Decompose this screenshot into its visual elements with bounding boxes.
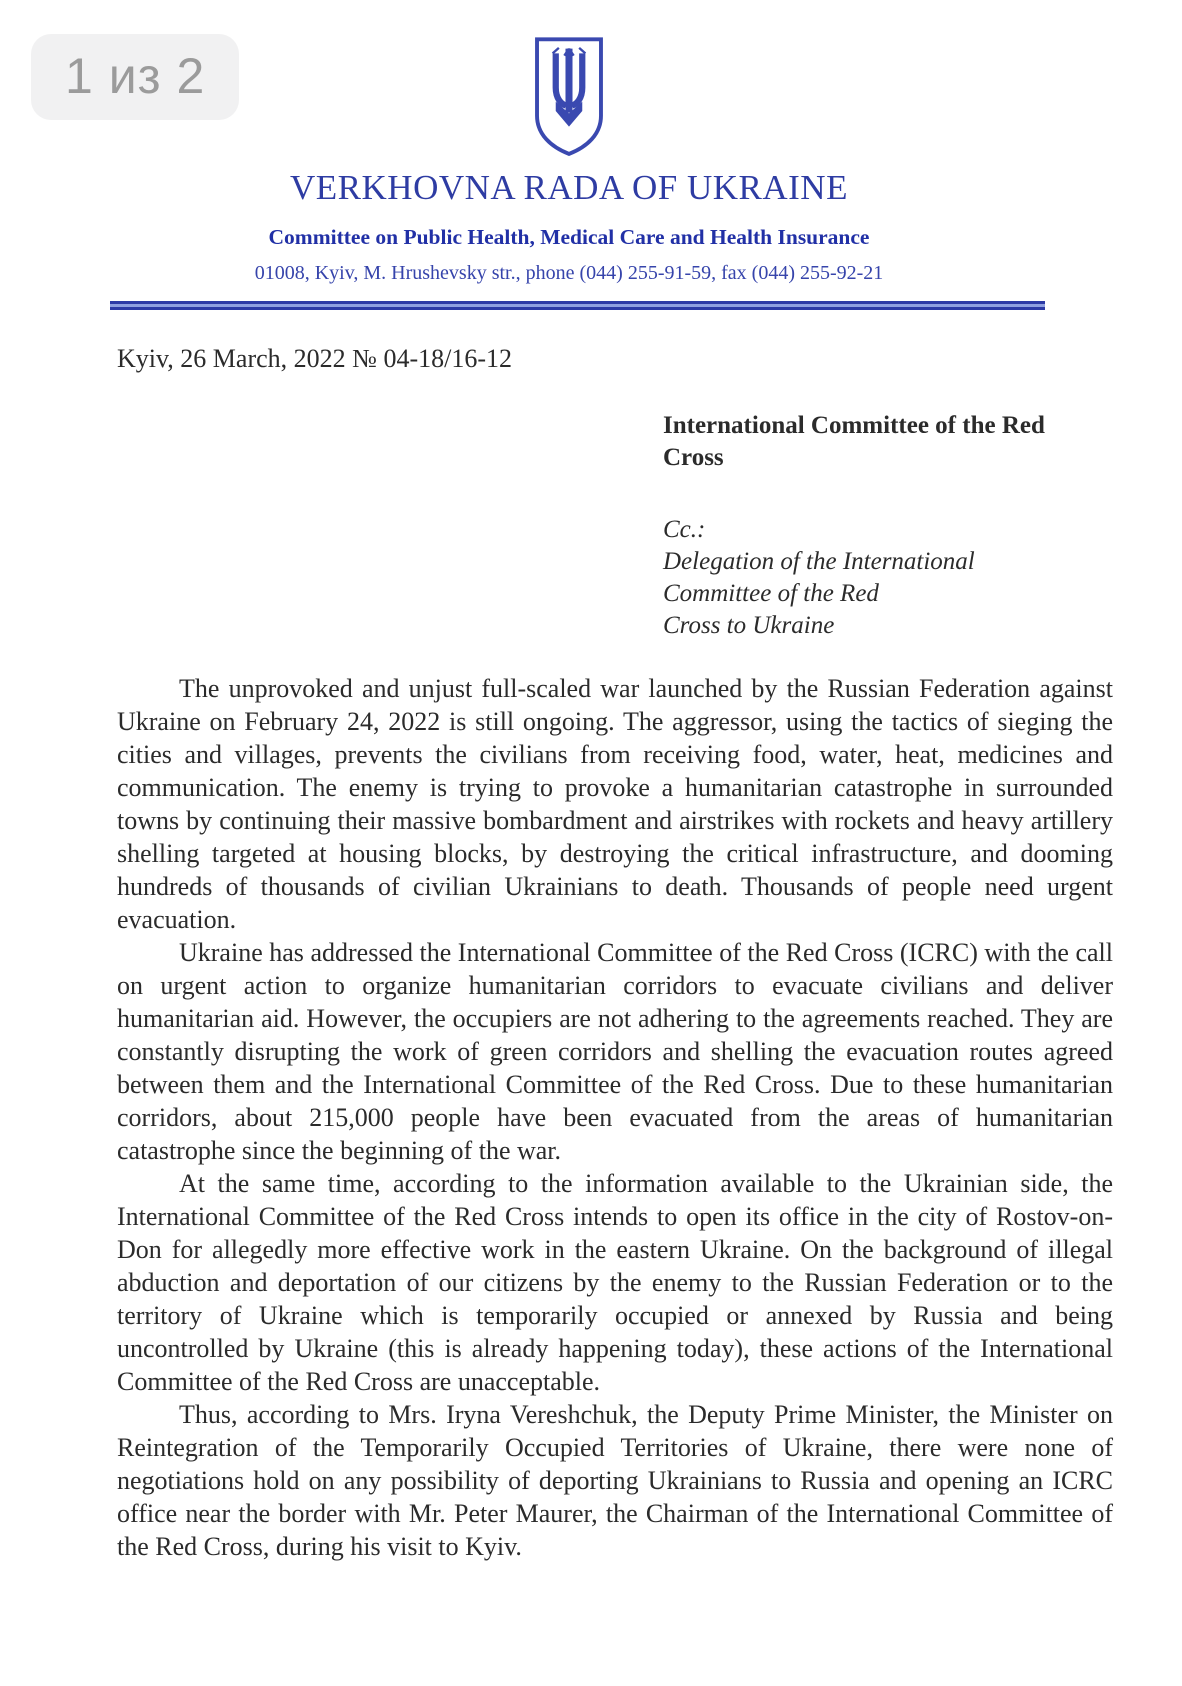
paragraph: Thus, according to Mrs. Iryna Vereshchuk, the Deputy Prime Minister, the Minister on Reintegration of the Temporarily Occupied Territories of Ukraine, there were none of negotiations hold on any possibility of deporting Ukrainians to Russia and opening an ICRC office near the border with Mr. Peter Maurer, the Chairman of the International Committee of the Red Cross, during his visit to Kyiv. <box>117 1400 1113 1561</box>
paragraph: The unprovoked and unjust full-scaled war launched by the Russian Federation against Ukraine on February 24, 2022 is still ongoing. The aggressor, using the tactics of sieging the cities and villages, prevents the civilians from receiving food, water, heat, medicines and communication. The enemy is trying to provoke a humanitarian catastrophe in surrounded towns by continuing their massive bombardment and airstrikes with rockets and heavy artillery shelling targeted at housing blocks, by destroying the critical infrastructure, and dooming hundreds of thousands of civilian Ukrainians to death. Thousands of people need urgent evacuation. <box>117 674 1113 934</box>
addressee-line: International Committee of the Red <box>663 412 1045 439</box>
letter-content <box>117 344 1113 1563</box>
committee-subtitle: Committee on Public Health, Medical Care and Health Insurance <box>268 225 870 249</box>
cc-block <box>663 514 1113 642</box>
letter-body <box>117 672 1113 1563</box>
cc-line: Delegation of the International <box>663 548 975 575</box>
addressee-line: Cross <box>663 444 724 471</box>
paragraph: At the same time, according to the information available to the Ukrainian side, the International Committee of the Red Cross intends to open its office in the city of Rostov-on-Don for allegedly more effective work in the eastern Ukraine. On the background of illegal abduction and deportation of our citizens by the enemy to the Russian Federation or to the territory of Ukraine which is temporarily occupied or annexed by Russia and being uncontrolled by Ukraine (this is already happening today), these actions of the International Committee of the Red Cross are unacceptable. <box>117 1169 1113 1396</box>
paragraph: Ukraine has addressed the International Committee of the Red Cross (ICRC) with the call on urgent action to organize humanitarian corridors to evacuate civilians and deliver humanitarian aid. However, the occupiers are not adhering to the agreements reached. They are constantly disrupting the work of green corridors and shelling the evacuation routes agreed between them and the International Committee of the Red Cross. Due to these humanitarian corridors, about 215,000 people have been evacuated from the areas of humanitarian catastrophe since the beginning of the war. <box>117 938 1113 1165</box>
org-title: VERKHOVNA RADA OF UKRAINE <box>290 168 848 207</box>
dateline: Kyiv, 26 March, 2022 № 04-18/16-12 <box>117 344 513 373</box>
org-address-line: 01008, Kyiv, M. Hrushevsky str., phone (044) 255-91-59, fax (044) 255-92-21 <box>254 262 884 284</box>
page-indicator-badge: 1 из 2 <box>31 34 239 120</box>
cc-line: Committee of the Red <box>663 580 879 607</box>
cc-line: Cross to Ukraine <box>663 612 835 639</box>
header-divider <box>110 301 1045 310</box>
addressee-block <box>663 410 1113 474</box>
cc-label: Cc.: <box>663 516 706 543</box>
